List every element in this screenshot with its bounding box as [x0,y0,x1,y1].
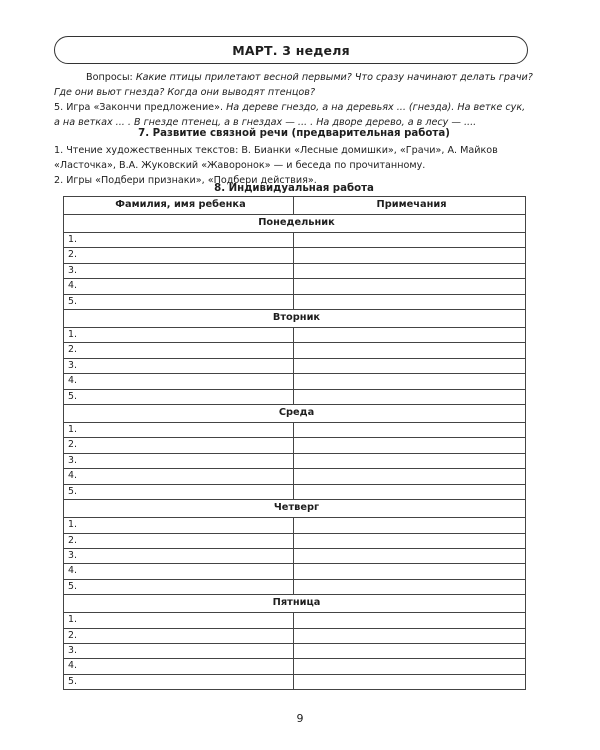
notes-cell[interactable] [294,248,526,263]
child-name-cell[interactable]: 2. [64,533,294,548]
table-row [64,643,526,658]
game-5-prefix: 5. Игра «Закончи предложение». [54,102,224,113]
child-name-cell[interactable]: 4. [64,279,294,294]
table-row [64,548,526,563]
child-name-cell[interactable]: 1. [64,233,294,248]
notes-cell[interactable] [294,484,526,499]
game-5-text: На дереве гнездо, а на деревьях ... (гнезда). На ветке сук, а на ветках ... . В гнезде птенец, а в гнездах — ... . На дворе дерево, а в лесу — .... [54,102,526,128]
notes-cell[interactable] [294,453,526,468]
notes-cell[interactable] [294,374,526,389]
notes-cell[interactable] [294,518,526,533]
child-name-cell[interactable]: 2. [64,248,294,263]
table-header-row [64,197,526,215]
questions-paragraph [54,70,534,100]
page-number: 9 [296,712,304,725]
table-row [64,518,526,533]
questions-text: Какие птицы прилетают весной первыми? Что сразу начинают делать грачи? Где они вьют гнезда? Когда они выводят птенцов? [54,72,533,98]
table-row [64,484,526,499]
child-name-cell[interactable]: 2. [64,628,294,643]
notes-cell[interactable] [294,643,526,658]
child-name-cell[interactable]: 5. [64,484,294,499]
table-row [64,389,526,404]
table-row [64,248,526,263]
section-7-item: 1. Чтение художественных текстов: В. Бианки «Лесные домишки», «Грачи», А. Майков «Ласточка», В.А. Жуковский «Жаворонок» — и беседа по прочитанному. [54,145,498,171]
child-name-cell[interactable]: 3. [64,358,294,373]
questions-label: Вопросы: [86,72,133,83]
column-header-notes: Примечания [294,197,526,215]
child-name-cell[interactable]: 3. [64,453,294,468]
day-header-row [64,500,526,518]
section-7-list [54,143,534,188]
notes-cell[interactable] [294,548,526,563]
notes-cell[interactable] [294,233,526,248]
child-name-cell[interactable]: 1. [64,423,294,438]
child-name-cell[interactable]: 5. [64,389,294,404]
notes-cell[interactable] [294,389,526,404]
day-name: Пятница [64,595,526,613]
column-header-name: Фамилия, имя ребенка [64,197,294,215]
child-name-cell[interactable]: 4. [64,659,294,674]
notes-cell[interactable] [294,263,526,278]
child-name-cell[interactable]: 2. [64,343,294,358]
section-8-title: 8. Индивидуальная работа [214,183,374,194]
day-header-row [64,310,526,328]
child-name-cell[interactable]: 4. [64,469,294,484]
notes-cell[interactable] [294,579,526,594]
notes-cell[interactable] [294,423,526,438]
notes-cell[interactable] [294,358,526,373]
day-name: Вторник [64,310,526,328]
table-row [64,343,526,358]
table-row [64,263,526,278]
child-name-cell[interactable]: 3. [64,263,294,278]
day-header-row [64,405,526,423]
child-name-cell[interactable]: 2. [64,438,294,453]
table-row [64,358,526,373]
individual-work-table [63,196,526,690]
page-header [54,36,528,64]
child-name-cell[interactable]: 1. [64,328,294,343]
table-row [64,579,526,594]
table-row [64,469,526,484]
table-body [64,215,526,690]
table-row [64,279,526,294]
table-row [64,233,526,248]
child-name-cell[interactable]: 5. [64,674,294,689]
table-row [64,453,526,468]
day-header-row [64,215,526,233]
game-5-paragraph [54,100,534,130]
notes-cell[interactable] [294,533,526,548]
table-row [64,613,526,628]
table-row [64,674,526,689]
day-header-row [64,595,526,613]
table-row [64,564,526,579]
table-row [64,533,526,548]
day-name: Четверг [64,500,526,518]
table-row [64,423,526,438]
notes-cell[interactable] [294,294,526,309]
child-name-cell[interactable]: 3. [64,643,294,658]
child-name-cell[interactable]: 4. [64,374,294,389]
day-name: Среда [64,405,526,423]
notes-cell[interactable] [294,674,526,689]
notes-cell[interactable] [294,438,526,453]
notes-cell[interactable] [294,469,526,484]
table-row [64,294,526,309]
section-7-item: 2. Игры «Подбери признаки», «Подбери действия». [54,175,317,186]
table-row [64,374,526,389]
table-row [64,438,526,453]
child-name-cell[interactable]: 1. [64,613,294,628]
child-name-cell[interactable]: 4. [64,564,294,579]
child-name-cell[interactable]: 5. [64,579,294,594]
table-row [64,628,526,643]
notes-cell[interactable] [294,279,526,294]
child-name-cell[interactable]: 5. [64,294,294,309]
notes-cell[interactable] [294,328,526,343]
table-row [64,659,526,674]
table-row [64,328,526,343]
notes-cell[interactable] [294,343,526,358]
child-name-cell[interactable]: 1. [64,518,294,533]
section-7-title: 7. Развитие связной речи (предварительная работа) [138,128,450,139]
notes-cell[interactable] [294,659,526,674]
notes-cell[interactable] [294,613,526,628]
child-name-cell[interactable]: 3. [64,548,294,563]
notes-cell[interactable] [294,628,526,643]
notes-cell[interactable] [294,564,526,579]
day-name: Понедельник [64,215,526,233]
page-title: МАРТ. 3 неделя [232,42,350,58]
